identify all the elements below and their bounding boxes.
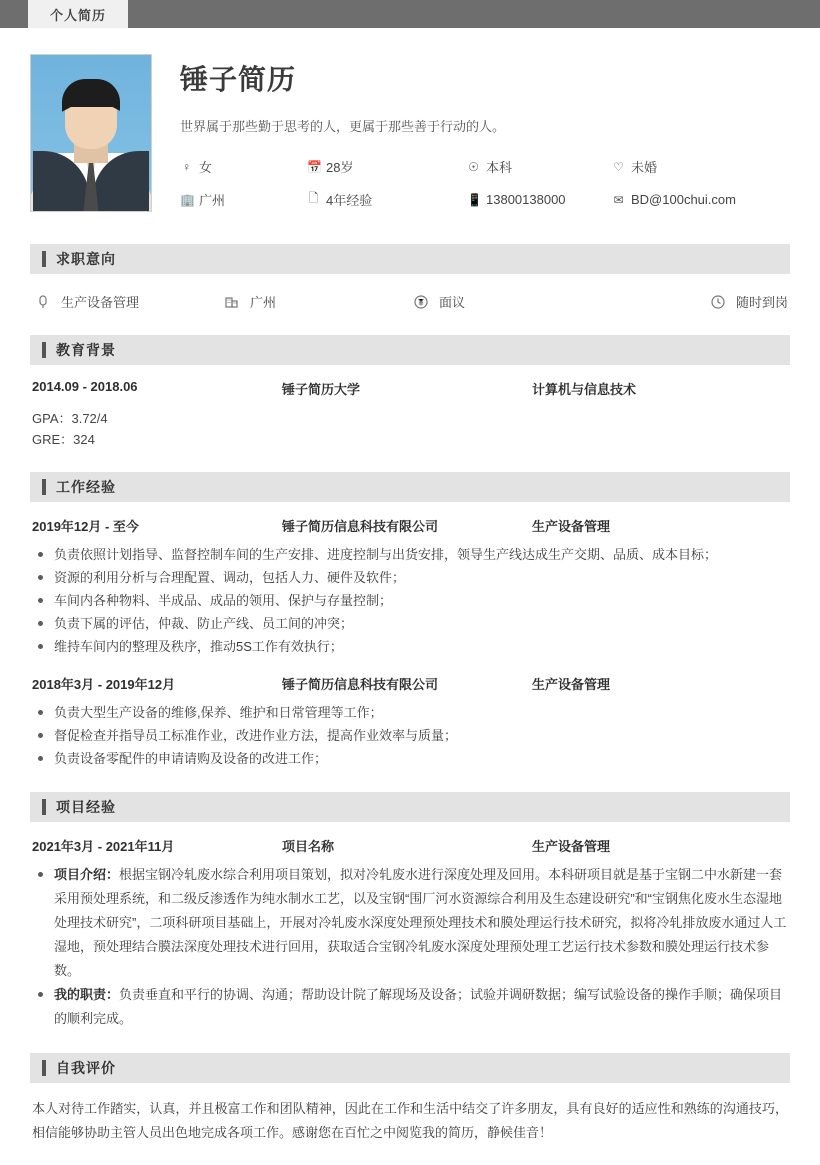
id-card-icon: 🗋 (308, 191, 319, 205)
intention-row (30, 288, 790, 313)
education-detail-gre: GRE：324 (32, 432, 95, 447)
education-icon: ☉ (468, 159, 479, 174)
education-school: 锤子简历大学 (282, 382, 361, 397)
project-period: 2021年3月 - 2021年11月 (32, 839, 175, 854)
intention-availability (709, 292, 790, 311)
intention-position-value: 生产设备管理 (61, 295, 140, 310)
list-item: 车间内各种物料、半成品、成品的领用、保护与存量控制； (36, 589, 790, 612)
list-item: 负责设备零配件的申请请购及设备的改进工作； (36, 747, 790, 770)
fact-experience (307, 189, 467, 210)
work-entry-header (30, 516, 790, 535)
intention-city (223, 292, 412, 311)
list-item: 负责下属的评估，仲裁、防止产线、员工间的冲突； (36, 612, 790, 635)
top-bar (0, 0, 820, 28)
project-intro-label: 项目介绍： (54, 867, 120, 882)
project-duty-text: 负责垂直和平行的协调、沟通；帮助设计院了解现场及设备；试验并调研数据；编写试验设备的操作手顺；确保项目的顺利完成。 (54, 987, 783, 1026)
resume-tab[interactable]: 个人简历 (28, 0, 128, 28)
section-education (0, 335, 820, 450)
list-item: 资源的利用分析与合理配置、调动，包括人力、硬件及软件； (36, 566, 790, 589)
fact-city-value: 广州 (199, 193, 226, 208)
list-item: 维持车间内的整理及秩序，推动5S工作有效执行； (36, 635, 790, 658)
fact-email (612, 189, 790, 210)
calendar-icon: 📅 (307, 159, 322, 174)
section-accent (42, 479, 46, 495)
header-info (152, 54, 790, 212)
fact-age-value: 28岁 (326, 160, 354, 175)
list-item: 负责依照计划指导、监督控制车间的生产安排、进度控制与出货安排，领导生产线达成生产交期、品质、成本目标； (36, 543, 790, 566)
section-accent (42, 1060, 46, 1076)
intention-position (34, 292, 223, 311)
section-title-work: 工作经验 (56, 479, 116, 495)
project-intro-text: 根据宝钢冷轧废水综合利用项目策划，拟对冷轧废水进行深度处理及回用。本科研项目就是基于宝钢二中水新建一套采用预处理系统，和二级反渗透作为纯水制水工艺，以及宝钢“围厂河水资源综合利用及生态建设研究”和“宝钢焦化废水生态湿地处理技术研究”，二项科研项目基础上，开展对冷轧废水深度处理预处理技术和膜处理运行技术研究，拟将冷轧排放废水通过人工湿地，预处理结合膜法深度处理技术进行回用，获取适合宝钢冷轧废水深度处理预处理工艺运行技术参数和膜处理运行技术参数。 (54, 867, 787, 978)
fact-phone (467, 189, 612, 210)
section-header-education (30, 335, 790, 365)
salary-icon (412, 293, 430, 311)
fact-experience-value: 4年经验 (326, 193, 373, 208)
section-header-work (30, 472, 790, 502)
work-bullets (30, 701, 790, 770)
work-bullets (30, 543, 790, 658)
section-header-self-evaluation (30, 1053, 790, 1083)
intention-availability-value: 随时到岗 (735, 295, 788, 310)
education-period: 2014.09 - 2018.06 (32, 379, 138, 394)
section-accent (42, 799, 46, 815)
fact-gender-value: 女 (199, 160, 213, 175)
list-item (36, 863, 790, 983)
intention-salary (412, 292, 601, 311)
fact-city (180, 189, 307, 210)
project-bullets (30, 863, 790, 1031)
page-title: 锤子简历 (180, 64, 297, 95)
fact-marital (612, 157, 790, 176)
fact-age (307, 157, 467, 176)
section-header-project (30, 792, 790, 822)
clock-icon (709, 293, 727, 311)
intention-salary-value: 面议 (439, 295, 466, 310)
fact-gender (180, 157, 307, 176)
project-role: 生产设备管理 (532, 839, 611, 854)
fact-email-value: BD@100chui.com (631, 192, 736, 207)
work-company: 锤子简历信息科技有限公司 (282, 519, 439, 534)
education-detail-gpa: GPA：3.72/4 (32, 411, 108, 426)
education-major: 计算机与信息技术 (532, 382, 637, 397)
briefcase-icon (34, 293, 52, 311)
city-icon: 🏢 (180, 192, 195, 207)
section-self-evaluation (0, 1053, 820, 1165)
work-period: 2019年12月 - 至今 (32, 519, 139, 534)
intention-city-value: 广州 (250, 295, 277, 310)
resume-header (0, 28, 820, 222)
section-title-intention: 求职意向 (56, 251, 116, 267)
fact-phone-value: 13800138000 (486, 192, 566, 207)
heart-icon: ♡ (613, 159, 624, 174)
list-item: 负责大型生产设备的维修,保养、维护和日常管理等工作； (36, 701, 790, 724)
section-project (0, 792, 820, 1031)
phone-icon: 📱 (467, 192, 482, 207)
self-evaluation-text: 本人对待工作踏实，认真，并且极富工作和团队精神，因此在工作和生活中结交了许多朋友，具有良好的适应性和熟练的沟通技巧，相信能够协助主管人员出色地完成各项工作。感谢您在百忙之中阅览我的简历，静候佳音！ (32, 1101, 788, 1140)
education-details (30, 408, 790, 450)
spacer (30, 664, 790, 674)
fact-education (467, 157, 612, 176)
work-entry-header (30, 674, 790, 693)
project-name: 项目名称 (282, 839, 335, 854)
list-item: 督促检查并指导员工标准作业，改进作业方法，提高作业效率与质量； (36, 724, 790, 747)
section-accent (42, 342, 46, 358)
avatar-hair (62, 79, 120, 107)
section-intention (0, 244, 820, 313)
work-period: 2018年3月 - 2019年12月 (32, 677, 176, 692)
work-role: 生产设备管理 (532, 519, 611, 534)
section-accent (42, 251, 46, 267)
building-icon (223, 293, 241, 311)
section-title-self-evaluation: 自我评价 (56, 1060, 116, 1076)
gender-icon: ♀ (182, 159, 191, 174)
section-work (0, 472, 820, 770)
mail-icon: ✉ (613, 192, 624, 207)
work-role: 生产设备管理 (532, 677, 611, 692)
fact-education-value: 本科 (486, 160, 513, 175)
education-entry-header (30, 379, 790, 398)
motto: 世界属于那些勤于思考的人，更属于那些善于行动的人。 (180, 119, 506, 134)
list-item (36, 983, 790, 1031)
project-entry-header (30, 836, 790, 855)
section-header-intention (30, 244, 790, 274)
section-title-education: 教育背景 (56, 342, 116, 358)
section-title-project: 项目经验 (56, 799, 116, 815)
fact-marital-value: 未婚 (631, 160, 658, 175)
avatar (30, 54, 152, 212)
basic-facts (180, 157, 790, 210)
work-company: 锤子简历信息科技有限公司 (282, 677, 439, 692)
project-duty-label: 我的职责： (54, 987, 120, 1002)
